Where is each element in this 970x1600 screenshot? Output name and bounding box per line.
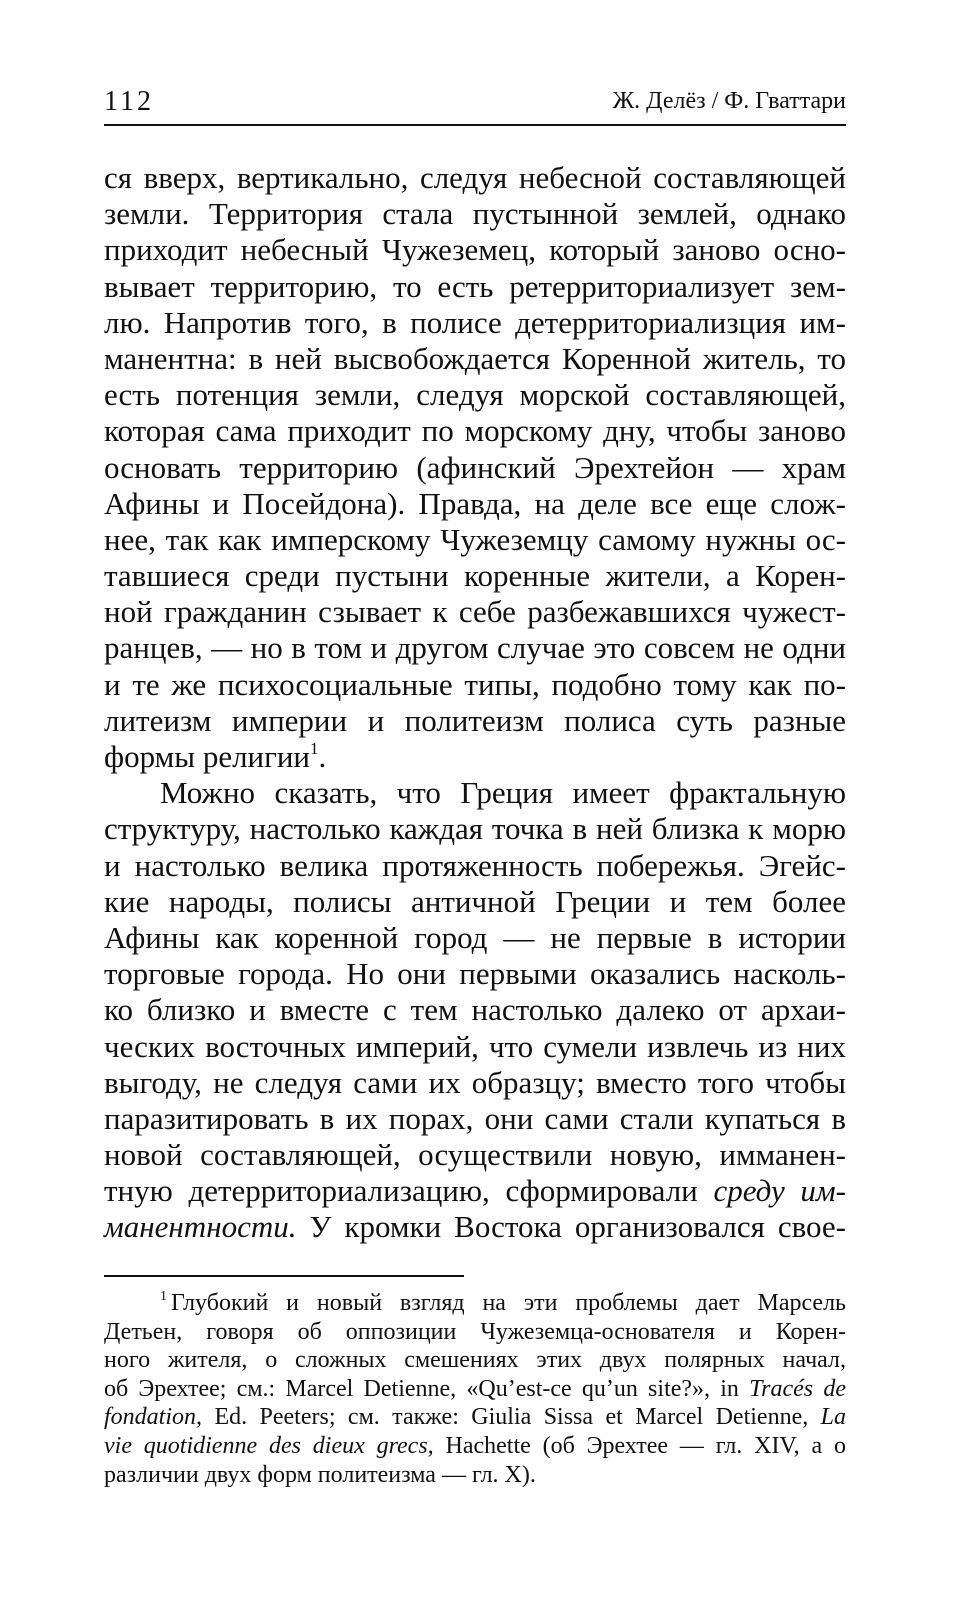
- book-title: vie quotidienne des dieux grecs,: [104, 1432, 434, 1459]
- text-line: нее, так как имперскому Чужеземцу самому нужны ос-: [104, 521, 846, 557]
- text-line: лю. Напротив того, в полисе детерриториализция им-: [104, 304, 846, 340]
- book-title: Tracés de: [749, 1375, 846, 1402]
- text-line: ческих восточных империй, что сумели извлечь из них: [104, 1028, 846, 1064]
- text-line: которая сама приходит по морскому дну, чтобы заново: [104, 413, 846, 449]
- footnote-marker: 1: [160, 1289, 167, 1304]
- paragraph-1: [104, 160, 846, 739]
- footnote-line: Детьен, говоря об оппозиции Чужеземца-основателя и Корен-: [104, 1318, 846, 1345]
- text-line: есть потенция земли, следуя морской составляющей,: [104, 377, 846, 413]
- text-line-content: тную детерриториализацию, сформировали: [104, 1173, 714, 1209]
- text-line: торговые города. Но они первыми оказались насколь-: [104, 956, 846, 992]
- text-line-content: У кромки Востока организовался свое-: [296, 1209, 846, 1245]
- text-line: новой составляющей, осуществили новую, имманен-: [104, 1137, 846, 1173]
- footnote-line: ного жителя, о сложных смешениях этих двух полярных начал,: [104, 1347, 846, 1374]
- footnote-line-text: об Эрехтее; см.: Marcel Detienne, «Qu’est-ce qu’un site?», in: [104, 1375, 750, 1402]
- text-line: [104, 739, 846, 775]
- text-line: приходит небесный Чужеземец, который заново осно-: [104, 232, 846, 268]
- text-line: Афины как коренной город — не первые в истории: [104, 919, 846, 955]
- footnote-line-text: Hachette (об Эрехтее — гл. XIV, а о: [433, 1432, 846, 1459]
- text-line: вывает территорию, то есть ретерриториализует зем-: [104, 268, 846, 304]
- text-line: манентна: в ней высвобождается Коренной житель, то: [104, 340, 846, 376]
- running-head: Ж. Делёз / Ф. Гваттари: [612, 88, 846, 114]
- footnote-line-text: Ed. Peeters; см. также: Giulia Sissa et Marcel Detienne,: [202, 1404, 821, 1431]
- text-line: ранцев, — но в том и другом случае это совсем не одни: [104, 630, 846, 666]
- page-number: 112: [104, 86, 154, 117]
- text-line: структуру, настолько каждая точка в ней близка к морю: [104, 811, 846, 847]
- text-line: Можно сказать, что Греция имеет фрактальную: [160, 775, 846, 811]
- text-line: и те же психосоциальные типы, подобно тому как по-: [104, 666, 846, 702]
- text-line: [104, 1209, 846, 1245]
- text-line: выгоду, не следуя сами их образцу; вместо того чтобы: [104, 1064, 846, 1100]
- footnote-line: [104, 1432, 846, 1461]
- text-line: кие народы, полисы античной Греции и тем более: [104, 883, 846, 919]
- text-line: ко близко и вместе с тем настолько далеко от архаи-: [104, 992, 846, 1028]
- text-line: тавшиеся среди пустыни коренные жители, а Корен-: [104, 558, 846, 594]
- text-line: ся вверх, вертикально, следуя небесной составляющей: [104, 160, 846, 195]
- footnote-line: [104, 1289, 846, 1318]
- text-line: [104, 1173, 846, 1209]
- footnote-line: различии двух форм политеизма — гл. X).: [104, 1461, 536, 1488]
- text-line: Афины и Посейдона). Правда, на деле все еще слож-: [104, 485, 846, 521]
- page-header: [104, 80, 846, 126]
- text-line-content: формы религии: [104, 739, 311, 774]
- text-line: паразитировать в их порах, они сами стали купаться в: [104, 1100, 846, 1136]
- footnote-line-text: Глубокий и новый взгляд на эти проблемы дает Марсель: [171, 1290, 846, 1316]
- italic-phrase: манентности.: [104, 1209, 297, 1245]
- paragraph-2: [104, 775, 846, 1173]
- footnote-line: [104, 1403, 846, 1432]
- text-line-end: .: [318, 739, 327, 774]
- footnote-divider: [104, 1275, 464, 1277]
- footnote: [104, 1289, 846, 1489]
- book-title: La: [820, 1404, 846, 1431]
- text-line: литеизм империи и политеизм полиса суть разные: [104, 702, 846, 738]
- footnote-reference[interactable]: 1: [310, 739, 319, 758]
- main-text: [104, 160, 846, 1246]
- text-line: земли. Территория стала пустынной землей, однако: [104, 196, 846, 232]
- text-line: и настолько велика протяженность побережья. Эгейс-: [104, 847, 846, 883]
- text-line: основать территорию (афинский Эрехтейон — храм: [104, 449, 846, 485]
- footnote-line: [104, 1375, 846, 1404]
- text-line: ной гражданин сзывает к себе разбежавшихся чужест-: [104, 594, 846, 630]
- book-title: fondation,: [104, 1404, 203, 1431]
- italic-phrase: среду им-: [713, 1173, 846, 1209]
